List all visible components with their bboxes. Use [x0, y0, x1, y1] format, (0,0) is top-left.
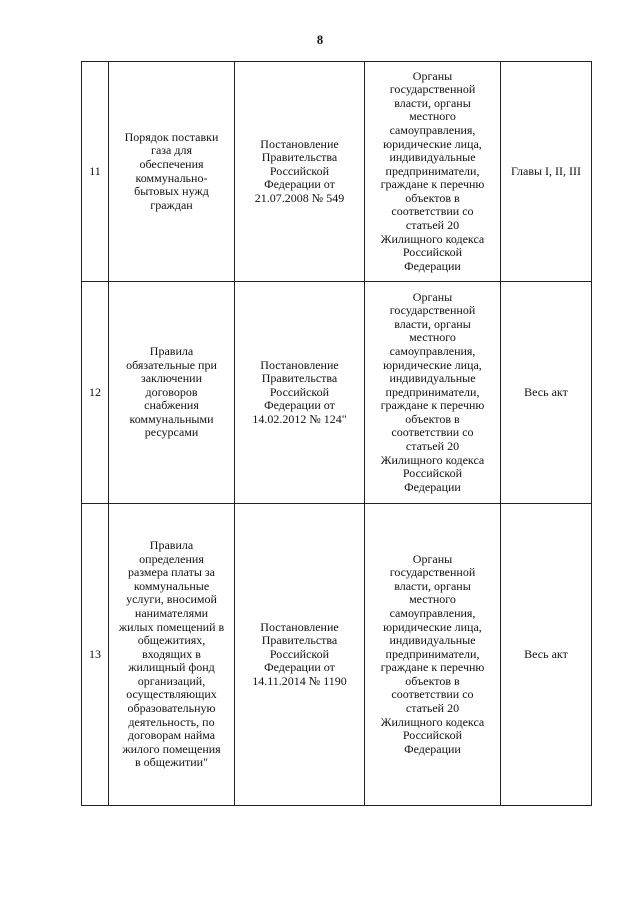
subjects-cell: Органы государственной власти, органы местного самоуправления, юридические лица, индивидуальные предприниматели, граждане к перечню объектов в соответствии со статьей 20 Жилищного кодекса Российской Федерации: [365, 62, 501, 282]
requirement-name-cell: Правила обязательные при заключении договоров снабжения коммунальными ресурсами: [109, 282, 235, 504]
table-row: [82, 282, 592, 504]
legal-act-cell: Постановление Правительства Российской Федерации от 14.11.2014 № 1190: [235, 504, 365, 806]
scope-cell: Весь акт: [501, 504, 592, 806]
requirement-name-cell: Порядок поставки газа для обеспечения коммунально- бытовых нужд граждан: [109, 62, 235, 282]
scope-cell: Весь акт: [501, 282, 592, 504]
requirement-name-cell: Правила определения размера платы за коммунальные услуги, вносимой нанимателями жилых помещений в общежитиях, входящих в жилищный фонд организаций, осуществляющих образовательную деятельность, по договорам найма жилого помещения в общежитии": [109, 504, 235, 806]
row-number-cell: 13: [82, 504, 109, 806]
row-number-cell: 11: [82, 62, 109, 282]
page-number: 8: [316, 33, 324, 47]
table-row: [82, 62, 592, 282]
legal-act-cell: Постановление Правительства Российской Федерации от 21.07.2008 № 549: [235, 62, 365, 282]
table-row: [82, 504, 592, 806]
subjects-cell: Органы государственной власти, органы местного самоуправления, юридические лица, индивидуальные предприниматели, граждане к перечню объектов в соответствии со статьей 20 Жилищного кодекса Российской Федерации: [365, 282, 501, 504]
scope-cell: Главы I, II, III: [501, 62, 592, 282]
subjects-cell: Органы государственной власти, органы местного самоуправления, юридические лица, индивидуальные предприниматели, граждане к перечню объектов в соответствии со статьей 20 Жилищного кодекса Российской Федерации: [365, 504, 501, 806]
row-number-cell: 12: [82, 282, 109, 504]
legal-act-cell: Постановление Правительства Российской Федерации от 14.02.2012 № 124": [235, 282, 365, 504]
regulations-table: [81, 61, 592, 806]
